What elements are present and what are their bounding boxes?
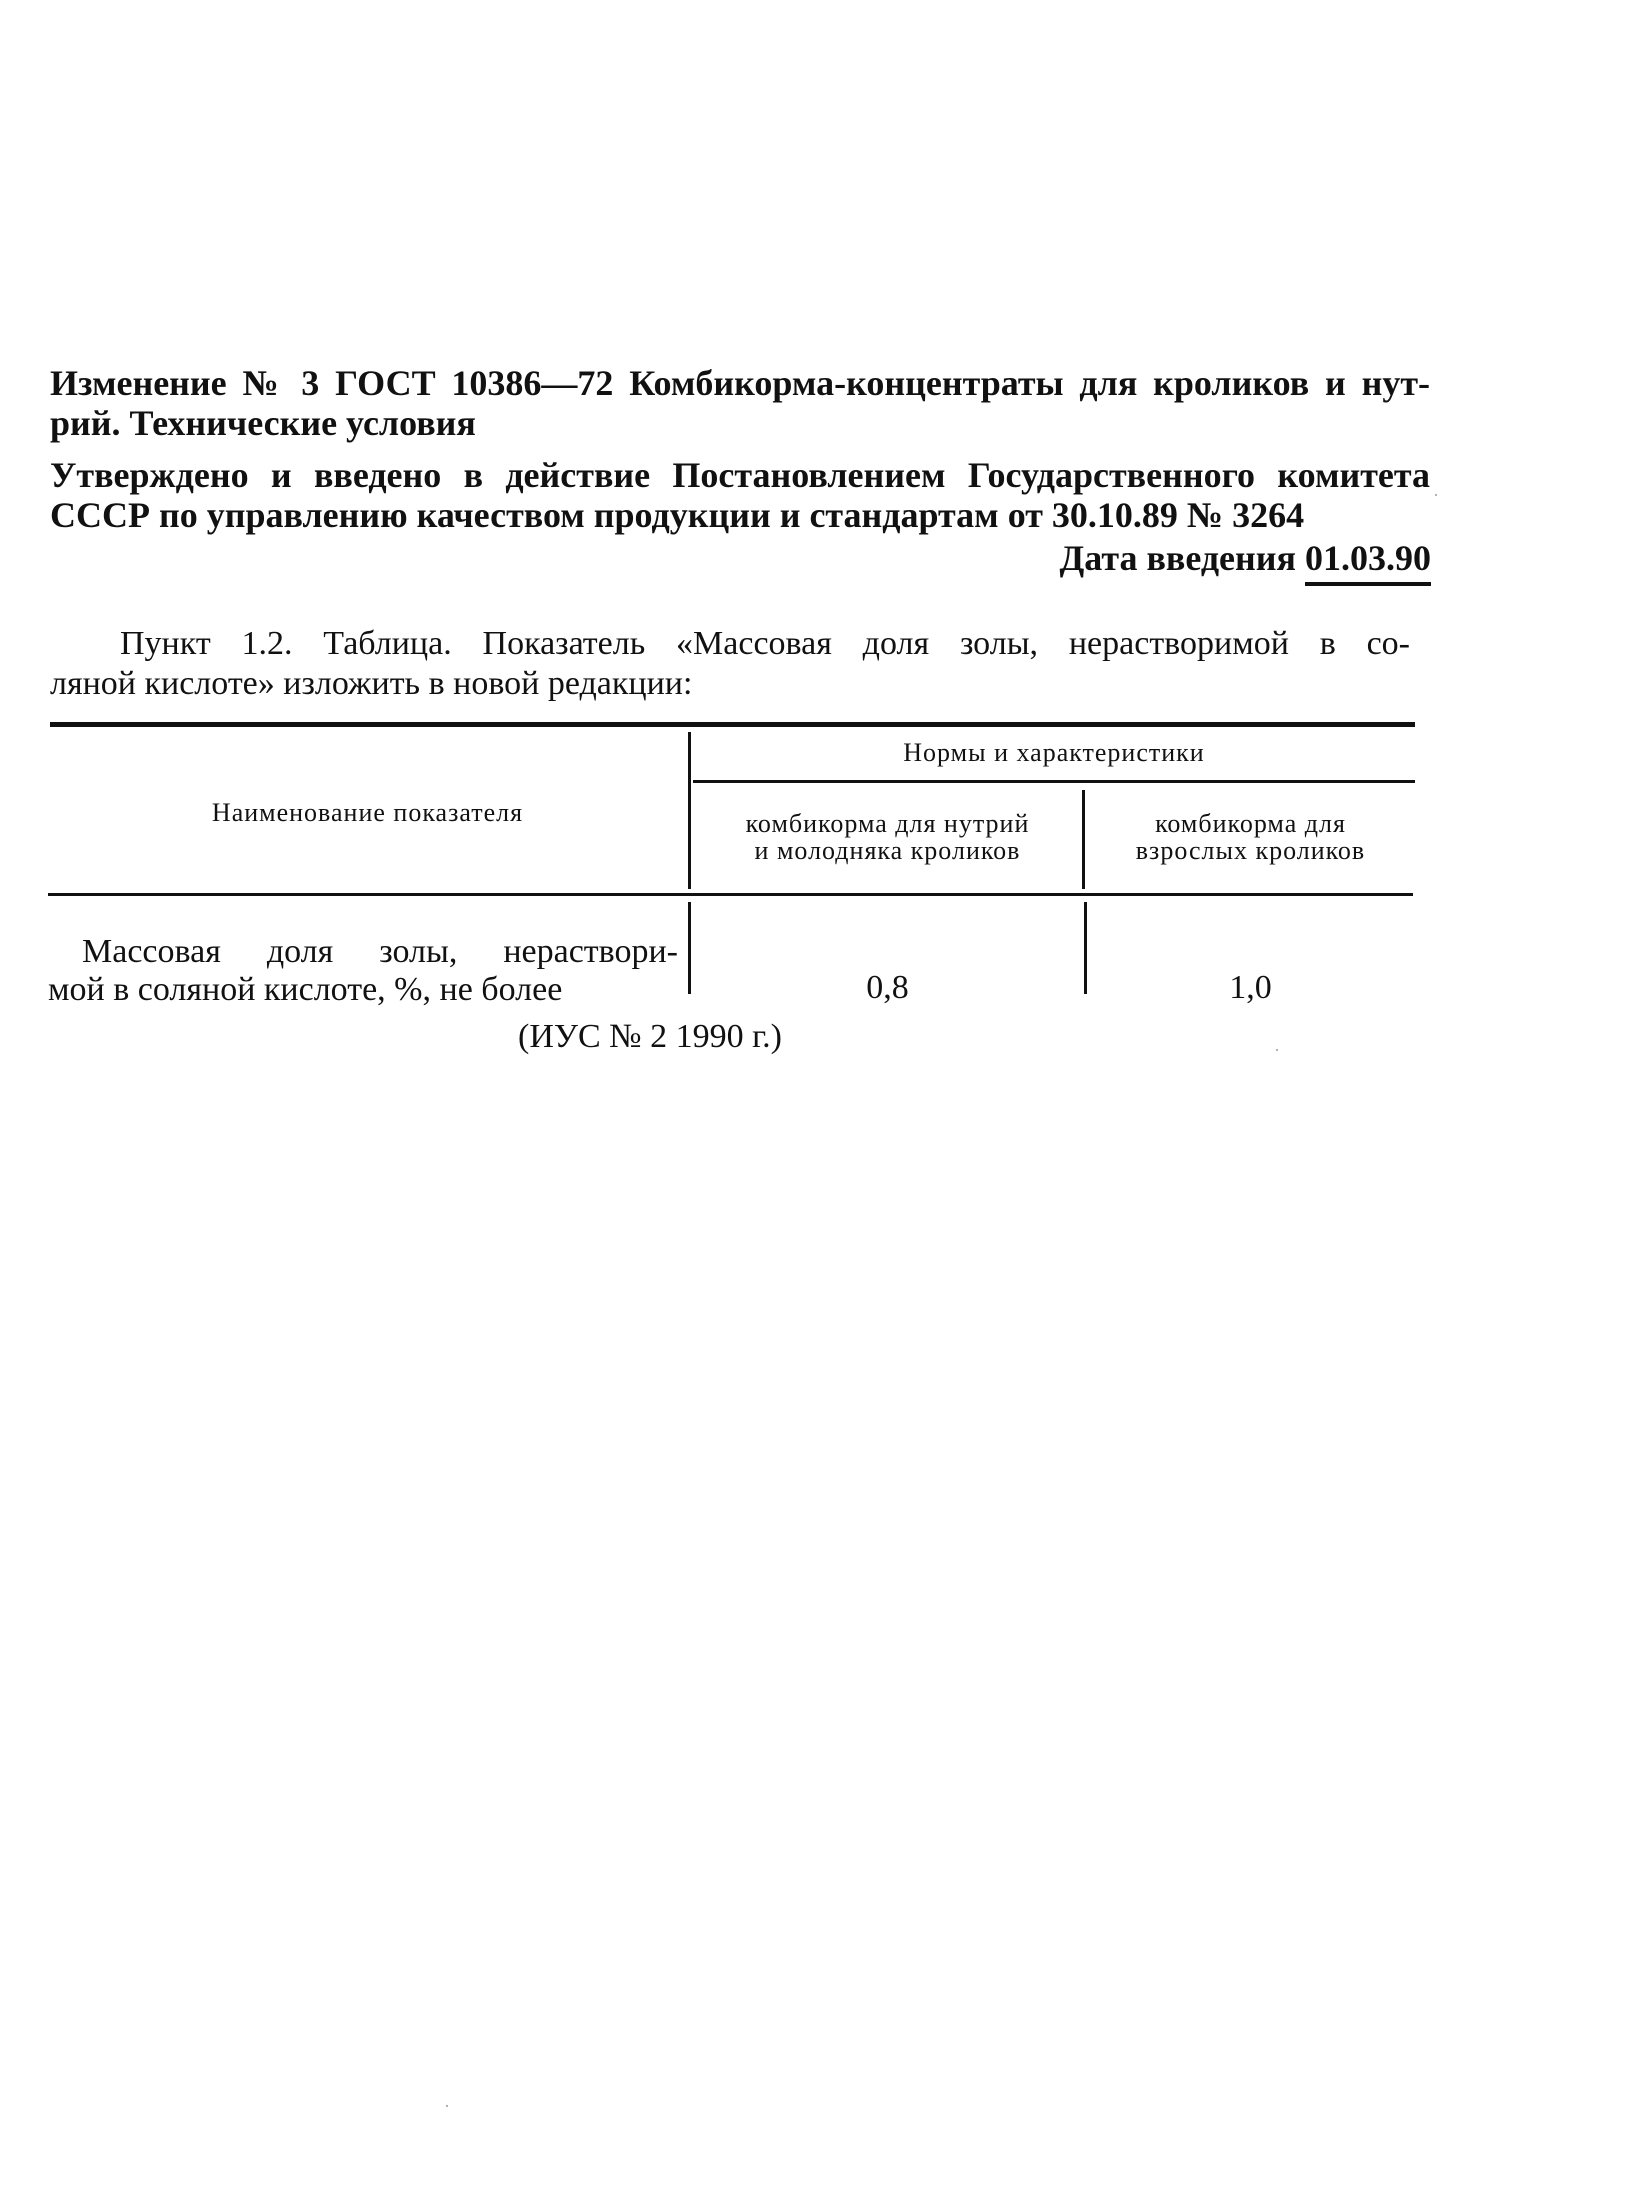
intro-date-value: 01.03.90 bbox=[1305, 538, 1431, 586]
scan-speck bbox=[1276, 1049, 1278, 1051]
amendment-title-line-1: Изменение № 3 ГОСТ 10386—72 Комбикорма-концентраты для кроликов и нут- bbox=[50, 363, 1430, 403]
table-row-label-line-2: мой в соляной кислоте, %, не более bbox=[48, 971, 563, 1008]
table-header-indicator: Наименование показателя bbox=[211, 798, 524, 827]
intro-date-label: Дата введения bbox=[1059, 538, 1296, 578]
table-divider-header-left bbox=[688, 732, 691, 889]
table-col2-header-line-1: комбикорма для bbox=[1155, 809, 1346, 838]
table-header-norms: Нормы и характеристики bbox=[903, 738, 1205, 767]
table-row-value-1: 0,8 bbox=[866, 969, 909, 1006]
approval-line-1: Утверждено и введено в действие Постановлением Государственного комитета bbox=[50, 455, 1430, 495]
source-note: (ИУС № 2 1990 г.) bbox=[518, 1018, 782, 1055]
paragraph-line-2: ляной кислоте» изложить в новой редакции: bbox=[50, 665, 693, 702]
scan-speck bbox=[446, 2105, 448, 2107]
scan-speck bbox=[1435, 494, 1437, 496]
table-col1-header-line-2: и молодняка кроликов bbox=[754, 836, 1021, 865]
table-subheader-rule bbox=[693, 780, 1415, 783]
approval-line-2: СССР по управлению качеством продукции и стандартам от 30.10.89 № 3264 bbox=[50, 495, 1305, 535]
amendment-title-line-2: рий. Технические условия bbox=[50, 403, 476, 443]
table-col1-header-line-1: комбикорма для нутрий bbox=[745, 809, 1030, 838]
intro-date bbox=[1060, 538, 1432, 578]
table-header-bottom-rule bbox=[48, 893, 1413, 896]
table-top-rule bbox=[50, 722, 1415, 727]
table-row-value-2: 1,0 bbox=[1229, 969, 1272, 1006]
table-col2-header-line-2: взрослых кроликов bbox=[1135, 836, 1366, 865]
table-divider-header-right bbox=[1082, 790, 1085, 889]
table-divider-body-left bbox=[688, 902, 691, 994]
paragraph-line-1: Пункт 1.2. Таблица. Показатель «Массовая доля золы, нерастворимой в со- bbox=[120, 625, 1410, 662]
table-row-label-line-1: Массовая доля золы, нераствори- bbox=[82, 933, 678, 970]
